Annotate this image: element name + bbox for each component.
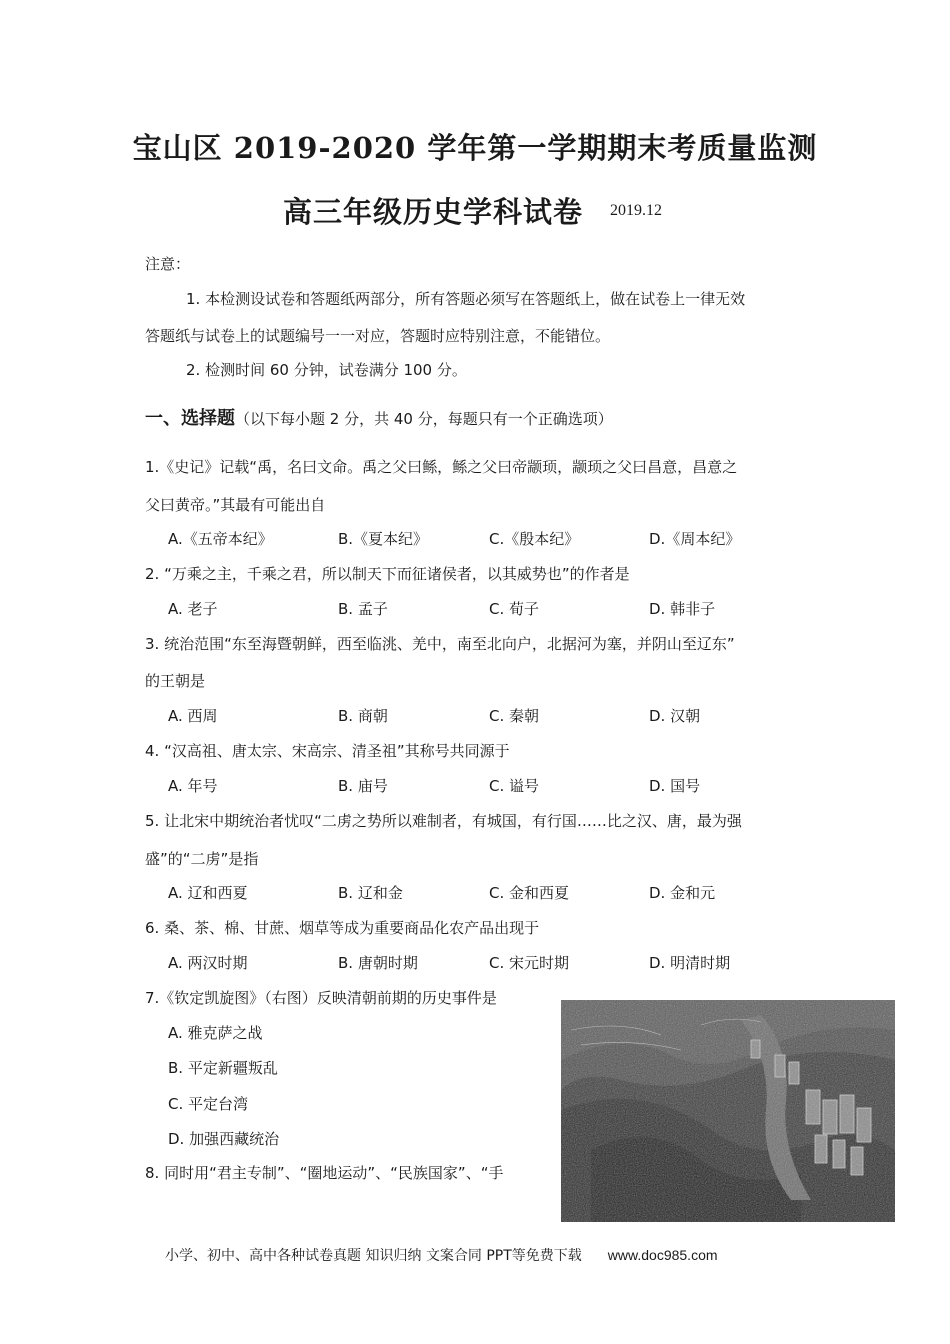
question-5-line1: 5. 让北宋中期统治者忧叹“二虏之势所以难制者，有城国，有行国……比之汉、唐，最为强: [145, 812, 742, 830]
option-b: B. 商朝: [338, 707, 388, 725]
question-4-line1: 4. “汉高祖、唐太宗、宋高宗、清圣祖”其称号共同源于: [145, 742, 510, 760]
question-7-option-b: B. 平定新疆叛乱: [168, 1059, 278, 1077]
option-c: C.《殷本纪》: [489, 530, 580, 548]
exam-date: 2019.12: [610, 202, 662, 219]
option-c: C. 宋元时期: [489, 954, 570, 972]
option-c: C. 秦朝: [489, 707, 540, 725]
notice-item2: 2. 检测时间 60 分钟，试卷满分 100 分。: [186, 361, 467, 379]
option-d: D. 国号: [649, 777, 701, 795]
footer-banner: [165, 1245, 718, 1265]
option-a: A.《五帝本纪》: [168, 530, 273, 548]
question-3-line1: 3. 统治范围“东至海暨朝鲜，西至临洮、羌中，南至北向户，北据河为塞，并阴山至辽东”: [145, 635, 735, 653]
exam-title-line1: 宝山区 2019-2020 学年第一学期期末考质量监测: [132, 131, 818, 165]
option-a: A. 年号: [168, 777, 218, 795]
qinding-kaixuan-illustration: [561, 1000, 895, 1222]
option-c: C. 金和西夏: [489, 884, 570, 902]
option-d: D. 韩非子: [649, 600, 716, 618]
section-heading: [145, 404, 613, 430]
option-d: D. 明清时期: [649, 954, 731, 972]
option-c: C. 谥号: [489, 777, 540, 795]
question-6-line1: 6. 桑、茶、棉、甘蔗、烟草等成为重要商品化农产品出现于: [145, 919, 540, 937]
section-note: （以下每小题 2 分，共 40 分，每题只有一个正确选项）: [235, 410, 613, 428]
notice-item1-line2: 答题纸与试卷上的试题编号一一对应，答题时应特别注意，不能错位。: [145, 327, 611, 345]
option-d: D.《周本纪》: [649, 530, 741, 548]
footer-url[interactable]: www.doc985.com: [607, 1247, 718, 1263]
option-b: B. 庙号: [338, 777, 388, 795]
notice-item1-line1: 1. 本检测设试卷和答题纸两部分，所有答题必须写在答题纸上，做在试卷上一律无效: [186, 290, 746, 308]
option-a: A. 老子: [168, 600, 218, 618]
question-3-line2: 的王朝是: [145, 672, 206, 690]
question-7-option-d: D. 加强西藏统治: [168, 1130, 280, 1148]
footer-text: 小学、初中、高中各种试卷真题 知识归纳 文案合同 PPT等免费下载: [165, 1248, 582, 1264]
exam-title-line2: 高三年级历史学科试卷: [283, 195, 584, 229]
question-7-option-c: C. 平定台湾: [168, 1095, 249, 1113]
illustration-graphic: [561, 1000, 895, 1222]
question-2-line1: 2. “万乘之主，千乘之君，所以制天下而征诸侯者，以其威势也”的作者是: [145, 565, 630, 583]
option-a: A. 两汉时期: [168, 954, 248, 972]
question-7-line1: 7.《钦定凯旋图》（右图）反映清朝前期的历史事件是: [145, 989, 497, 1007]
option-b: B.《夏本纪》: [338, 530, 429, 548]
option-b: B. 孟子: [338, 600, 388, 618]
question-7-option-a: A. 雅克萨之战: [168, 1024, 263, 1042]
option-c: C. 荀子: [489, 600, 540, 618]
option-d: D. 汉朝: [649, 707, 701, 725]
question-8-line1: 8. 同时用“君主专制”、“圈地运动”、“民族国家”、“手: [145, 1164, 504, 1182]
notice-label: 注意：: [145, 255, 191, 273]
option-b: B. 辽和金: [338, 884, 403, 902]
option-a: A. 辽和西夏: [168, 884, 248, 902]
question-5-line2: 盛”的“二虏”是指: [145, 850, 259, 868]
question-1-line1: 1.《史记》记载“禹，名曰文命。禹之父曰鲧，鲧之父曰帝颛顼，颛顼之父曰昌意，昌意之: [145, 458, 738, 476]
question-1-line2: 父曰黄帝。”其最有可能出自: [145, 496, 326, 514]
option-b: B. 唐朝时期: [338, 954, 418, 972]
option-d: D. 金和元: [649, 884, 716, 902]
section-title: 一、选择题: [145, 408, 235, 429]
option-a: A. 西周: [168, 707, 218, 725]
